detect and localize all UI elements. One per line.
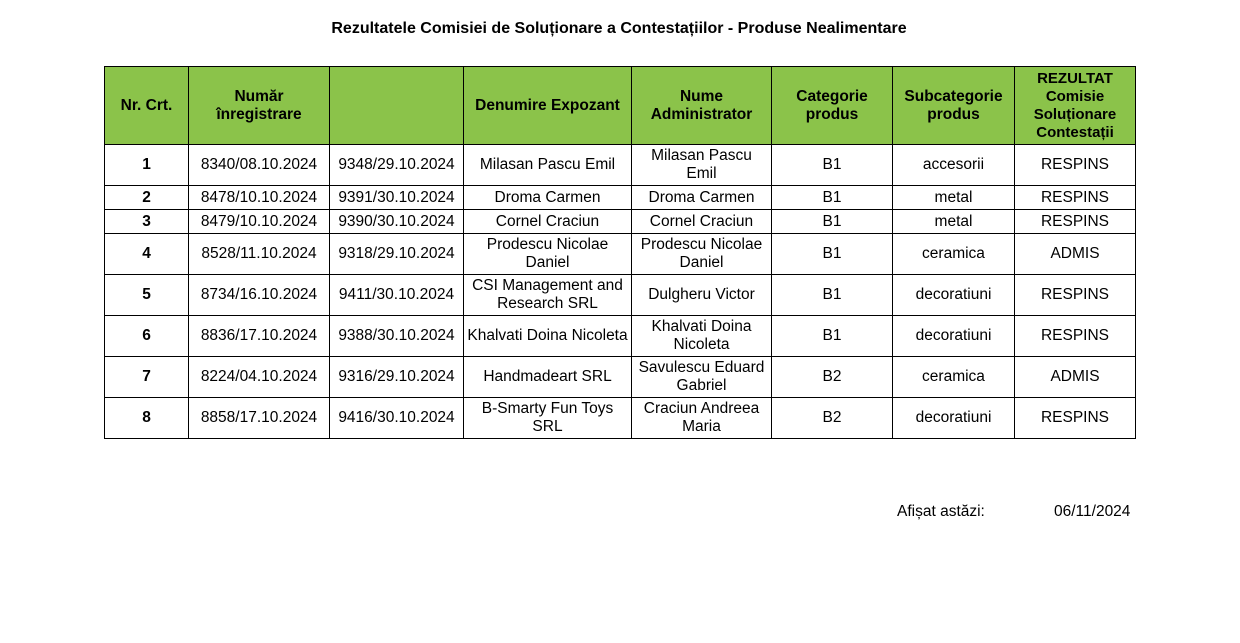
cell-nume: Cornel Craciun xyxy=(632,210,772,234)
results-table xyxy=(104,66,1136,439)
cell-numar: 8528/11.10.2024 xyxy=(189,234,330,275)
header-blank xyxy=(330,67,464,145)
cell-numar: 8479/10.10.2024 xyxy=(189,210,330,234)
cell-categorie: B1 xyxy=(772,316,893,357)
cell-numar: 8478/10.10.2024 xyxy=(189,186,330,210)
cell-rezultat: ADMIS xyxy=(1015,234,1136,275)
cell-numar2: 9390/30.10.2024 xyxy=(330,210,464,234)
cell-nume: Dulgheru Victor xyxy=(632,275,772,316)
page-title: Rezultatele Comisiei de Soluționare a Contestațiilor - Produse Nealimentare xyxy=(331,20,907,37)
posted-date-label: Afișat astăzi: xyxy=(897,503,985,520)
table-row xyxy=(105,398,1136,439)
header-nr-crt: Nr. Crt. xyxy=(105,67,189,145)
cell-numar: 8340/08.10.2024 xyxy=(189,145,330,186)
header-denumire-expozant: Denumire Expozant xyxy=(464,67,632,145)
cell-nr: 8 xyxy=(105,398,189,439)
cell-categorie: B1 xyxy=(772,210,893,234)
cell-numar2: 9411/30.10.2024 xyxy=(330,275,464,316)
cell-denumire: Handmadeart SRL xyxy=(464,357,632,398)
table-row xyxy=(105,357,1136,398)
cell-nr: 2 xyxy=(105,186,189,210)
cell-numar2: 9316/29.10.2024 xyxy=(330,357,464,398)
table-row xyxy=(105,234,1136,275)
cell-nr: 1 xyxy=(105,145,189,186)
cell-numar: 8858/17.10.2024 xyxy=(189,398,330,439)
header-subcategorie-produs: Subcategorie produs xyxy=(893,67,1015,145)
cell-rezultat: RESPINS xyxy=(1015,186,1136,210)
table-row xyxy=(105,186,1136,210)
cell-numar2: 9318/29.10.2024 xyxy=(330,234,464,275)
cell-nr: 3 xyxy=(105,210,189,234)
cell-nume: Prodescu Nicolae Daniel xyxy=(632,234,772,275)
cell-denumire: B-Smarty Fun Toys SRL xyxy=(464,398,632,439)
cell-numar: 8836/17.10.2024 xyxy=(189,316,330,357)
posted-date-value: 06/11/2024 xyxy=(1054,503,1131,520)
cell-denumire: Droma Carmen xyxy=(464,186,632,210)
cell-numar2: 9348/29.10.2024 xyxy=(330,145,464,186)
cell-numar: 8224/04.10.2024 xyxy=(189,357,330,398)
cell-denumire: Khalvati Doina Nicoleta xyxy=(464,316,632,357)
table-row xyxy=(105,275,1136,316)
cell-nr: 6 xyxy=(105,316,189,357)
cell-numar: 8734/16.10.2024 xyxy=(189,275,330,316)
cell-subcategorie: metal xyxy=(893,210,1015,234)
cell-numar2: 9388/30.10.2024 xyxy=(330,316,464,357)
table-row xyxy=(105,210,1136,234)
cell-numar2: 9391/30.10.2024 xyxy=(330,186,464,210)
cell-rezultat: RESPINS xyxy=(1015,210,1136,234)
header-rezultat: REZULTAT Comisie Soluționare Contestații xyxy=(1015,67,1136,145)
table-row xyxy=(105,316,1136,357)
cell-denumire: Milasan Pascu Emil xyxy=(464,145,632,186)
cell-denumire: Cornel Craciun xyxy=(464,210,632,234)
header-categorie-produs: Categorie produs xyxy=(772,67,893,145)
cell-subcategorie: accesorii xyxy=(893,145,1015,186)
cell-nume: Khalvati Doina Nicoleta xyxy=(632,316,772,357)
cell-rezultat: RESPINS xyxy=(1015,398,1136,439)
cell-subcategorie: decoratiuni xyxy=(893,398,1015,439)
cell-nr: 5 xyxy=(105,275,189,316)
cell-nr: 7 xyxy=(105,357,189,398)
cell-subcategorie: decoratiuni xyxy=(893,316,1015,357)
header-numar-inregistrare: Număr înregistrare xyxy=(189,67,330,145)
cell-categorie: B1 xyxy=(772,275,893,316)
cell-rezultat: RESPINS xyxy=(1015,275,1136,316)
cell-nume: Savulescu Eduard Gabriel xyxy=(632,357,772,398)
cell-categorie: B2 xyxy=(772,357,893,398)
cell-categorie: B1 xyxy=(772,186,893,210)
cell-denumire: CSI Management and Research SRL xyxy=(464,275,632,316)
cell-subcategorie: ceramica xyxy=(893,357,1015,398)
cell-rezultat: ADMIS xyxy=(1015,357,1136,398)
table-header-row xyxy=(105,67,1136,145)
cell-subcategorie: decoratiuni xyxy=(893,275,1015,316)
cell-categorie: B1 xyxy=(772,234,893,275)
cell-nume: Craciun Andreea Maria xyxy=(632,398,772,439)
cell-nr: 4 xyxy=(105,234,189,275)
cell-nume: Milasan Pascu Emil xyxy=(632,145,772,186)
header-nume-administrator: Nume Administrator xyxy=(632,67,772,145)
cell-subcategorie: ceramica xyxy=(893,234,1015,275)
cell-categorie: B2 xyxy=(772,398,893,439)
cell-denumire: Prodescu Nicolae Daniel xyxy=(464,234,632,275)
cell-numar2: 9416/30.10.2024 xyxy=(330,398,464,439)
cell-rezultat: RESPINS xyxy=(1015,316,1136,357)
cell-rezultat: RESPINS xyxy=(1015,145,1136,186)
table-row xyxy=(105,145,1136,186)
cell-nume: Droma Carmen xyxy=(632,186,772,210)
cell-categorie: B1 xyxy=(772,145,893,186)
cell-subcategorie: metal xyxy=(893,186,1015,210)
